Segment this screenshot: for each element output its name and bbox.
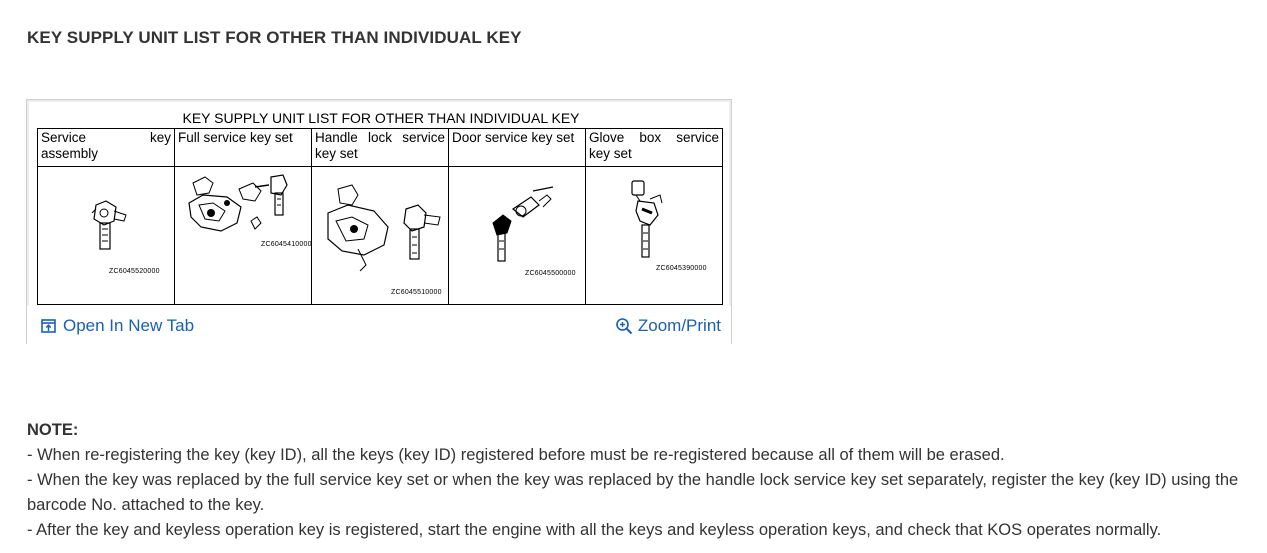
- part-code: ZC6045520000: [109, 268, 160, 275]
- part-code: ZC6045410000: [261, 241, 312, 248]
- note-item: - When re-registering the key (key ID), all the keys (key ID) registered before must be re-registered because all of them will be erased.: [27, 446, 1005, 464]
- part-code: ZC6045500000: [525, 270, 576, 277]
- figure-container: [26, 99, 732, 344]
- column-header-full-service-key-set: Full service key set: [175, 129, 312, 167]
- page-title: KEY SUPPLY UNIT LIST FOR OTHER THAN INDIVIDUAL KEY: [27, 28, 522, 47]
- part-cell-full-service-key-set: [175, 167, 312, 305]
- column-header-door-service-key-set: Door service key set: [449, 129, 586, 167]
- notes-section: [27, 418, 1257, 543]
- part-cell-handle-lock-service-key-set: [312, 167, 449, 305]
- column-header-handle-lock-service-key-set: Handle lock service key set: [312, 129, 449, 167]
- note-item: - After the key and keyless operation key is registered, start the engine with all the keys and keyless operation keys, and check that KOS operates normally.: [27, 521, 1162, 539]
- zoom-print-label: Zoom/Print: [637, 316, 721, 335]
- part-code: ZC6045390000: [656, 265, 707, 272]
- open-in-new-tab-label: Open In New Tab: [63, 316, 195, 335]
- figure-footer: [27, 306, 731, 344]
- notes-title: NOTE:: [27, 421, 79, 439]
- zoom-print-link[interactable]: [615, 316, 721, 336]
- part-cell-glove-box-service-key-set: [586, 167, 723, 305]
- part-cell-door-service-key-set: [449, 167, 586, 305]
- full-key-set-drawing: [183, 173, 308, 245]
- door-key-set-drawing: [483, 185, 563, 267]
- glove-box-key-drawing: [626, 179, 676, 265]
- part-code: ZC6045510000: [391, 289, 442, 296]
- open-in-new-tab-link[interactable]: [40, 316, 194, 336]
- key-supply-table: [37, 128, 723, 305]
- column-header-glove-box-service-key-set: Glove box service key set: [586, 129, 723, 167]
- note-item: - When the key was replaced by the full service key set or when the key was replaced by the handle lock service key set separately, register the key (key ID) using the barcode No. attached to the key.: [27, 471, 1239, 514]
- key-assembly-drawing: [88, 199, 130, 255]
- handle-lock-drawing: [318, 183, 446, 275]
- figure-image: [29, 102, 729, 306]
- part-cell-service-key-assembly: [38, 167, 175, 305]
- zoom-in-icon: [615, 317, 633, 335]
- figure-title: KEY SUPPLY UNIT LIST FOR OTHER THAN INDIVIDUAL KEY: [182, 110, 580, 126]
- open-new-tab-icon: [40, 317, 58, 335]
- column-header-service-key-assembly: Service key assembly: [38, 129, 175, 167]
